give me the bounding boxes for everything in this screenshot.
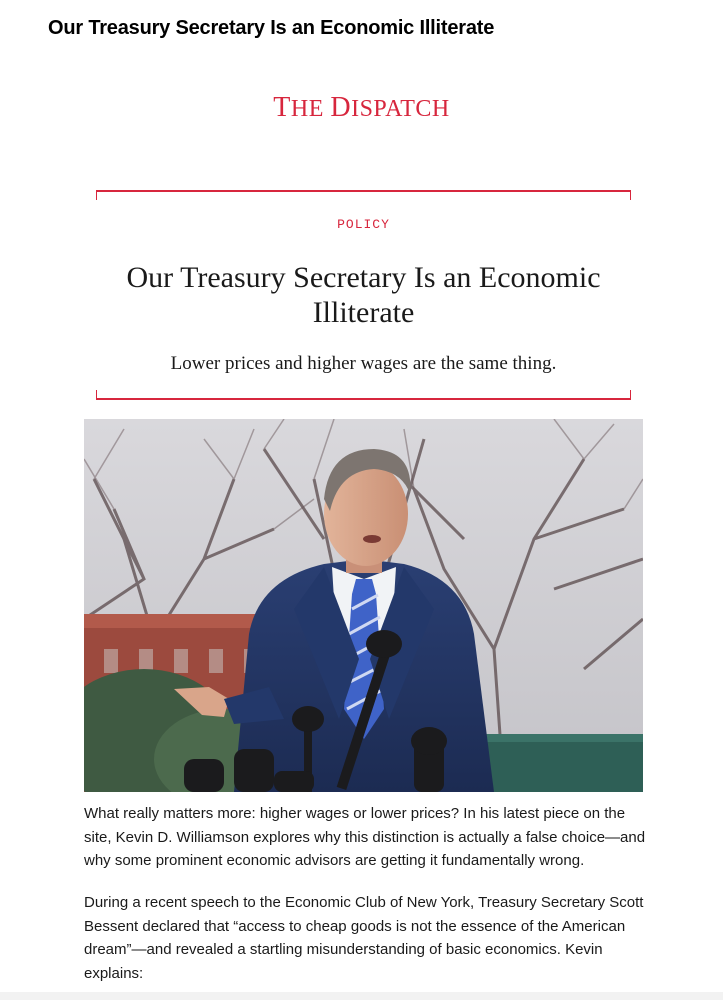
logo-letters: ISPATCH [351,96,450,122]
logo-letter: D [330,92,352,123]
article-headline[interactable]: Our Treasury Secretary Is an Economic Illiterate [126,261,601,329]
body-paragraph: What really matters more: higher wages or lower prices? In his latest piece on the site, Kevin D. Williamson explores why this distinction is actually a false choice—and why some prominent economic advisors are getting it fundamentally wrong. [84,805,646,869]
header-bracket-top [96,190,631,200]
header-bracket-bottom [96,390,631,400]
logo-letters: HE [290,96,331,122]
logo-letter: T [273,92,291,123]
article-photo[interactable] [84,419,643,792]
section-label[interactable]: POLICY [337,217,390,232]
speaker-photo-illustration [84,419,643,792]
bottom-divider [0,992,723,1000]
publication-logo[interactable] [0,92,723,125]
email-subject: Our Treasury Secretary Is an Economic Illiterate [48,17,495,39]
article-header [96,190,631,400]
article-deck: Lower prices and higher wages are the same thing. [170,353,557,374]
body-paragraph: During a recent speech to the Economic Club of New York, Treasury Secretary Scott Bessent declared that “access to cheap goods is not the essence of the American dream”—and revealed a startling misunderstanding of basic economics. Kevin explains: [84,894,644,982]
